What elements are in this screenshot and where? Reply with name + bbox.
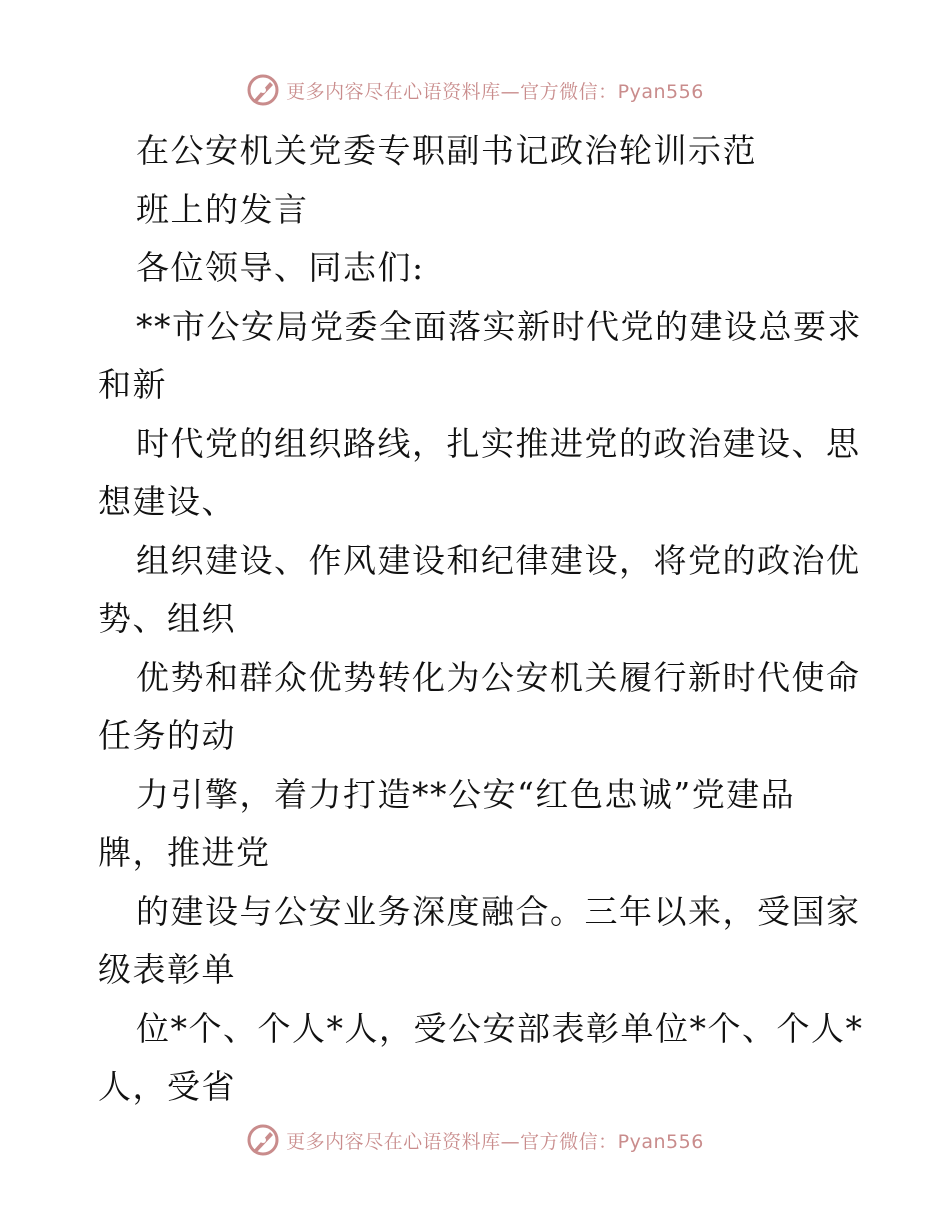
text-line: 的建设与公安业务深度融合。三年以来，受国家 [136, 891, 861, 931]
text-line: 力引擎，着力打造**公安“红色忠诚”党建品 [136, 774, 796, 814]
header-watermark [0, 70, 950, 110]
text-line: 在公安机关党委专职副书记政治轮训示范 [136, 131, 757, 170]
text-line: 任务的动 [98, 716, 236, 755]
text-line: 班上的发言 [136, 189, 309, 229]
watermark-text: 更多内容尽在心语资料库—官方微信：Pyan556 [286, 1130, 704, 1153]
text-line: 势、组织 [98, 599, 236, 638]
text-line: 优势和群众优势转化为公安机关履行新时代使命 [136, 657, 861, 697]
text-line: 想建设、 [98, 482, 236, 521]
pen-logo-icon [246, 73, 280, 107]
text-line: 各位领导、同志们: [136, 248, 425, 287]
document-body [98, 122, 864, 1117]
footer-watermark [0, 1120, 950, 1160]
text-line: 级表彰单 [98, 950, 236, 989]
pen-logo-icon [246, 1123, 280, 1157]
text-line: 时代党的组织路线，扎实推进党的政治建设、思 [136, 423, 861, 463]
watermark-text: 更多内容尽在心语资料库—官方微信：Pyan556 [286, 80, 704, 103]
text-line: 位*个、个人*人，受公安部表彰单位*个、个人* [136, 1008, 864, 1048]
text-line: 人，受省 [98, 1067, 236, 1106]
text-line: **市公安局党委全面落实新时代党的建设总要求 [136, 306, 862, 346]
text-line: 和新 [98, 365, 167, 404]
text-line: 组织建设、作风建设和纪律建设，将党的政治优 [136, 540, 861, 580]
text-line: 牌，推进党 [98, 833, 271, 872]
